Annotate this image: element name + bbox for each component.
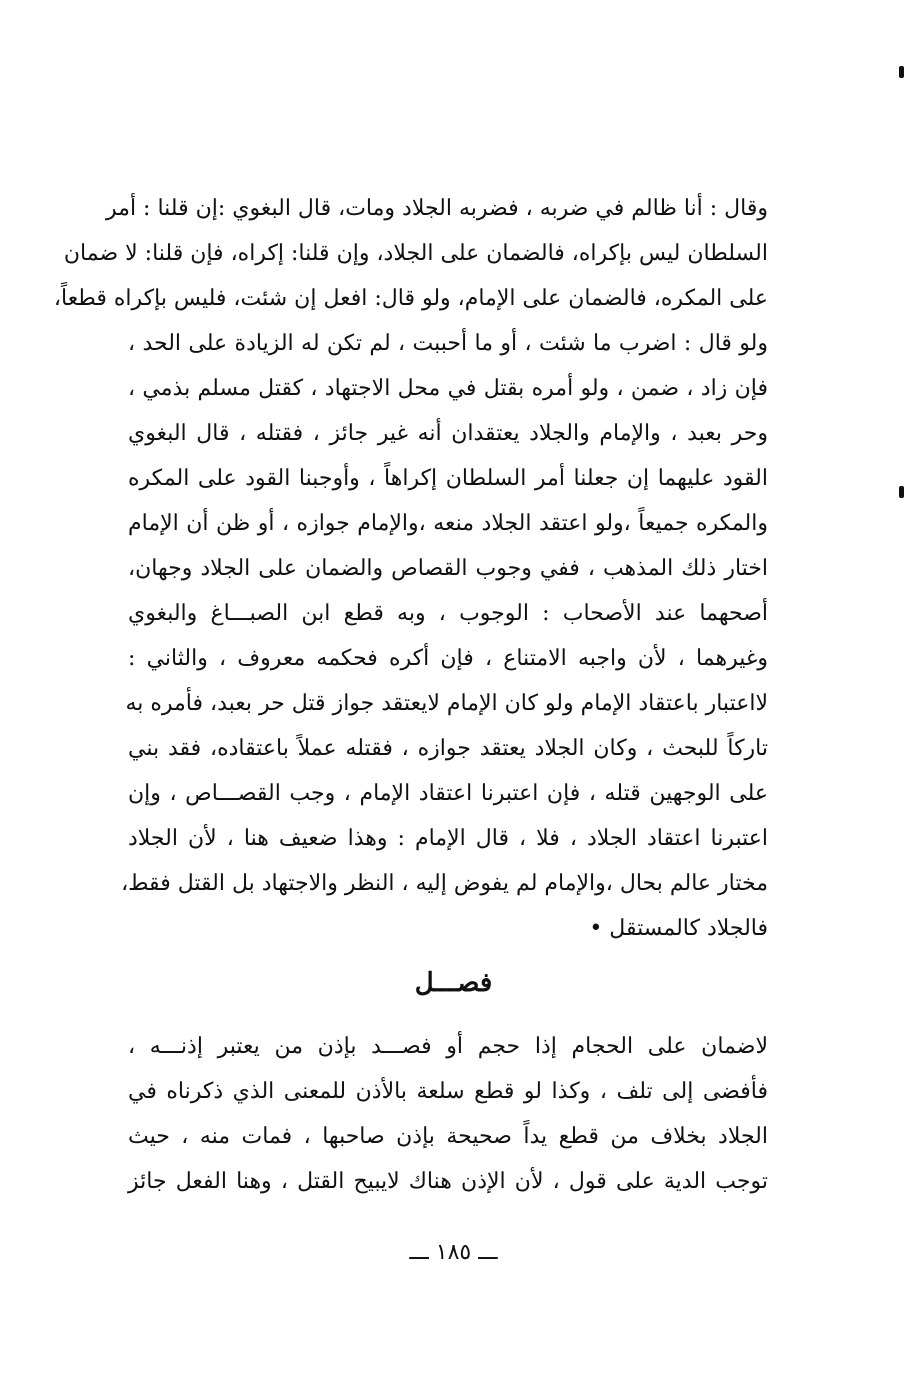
text-line: فأفضى إلى تلف ، وكذا لو قطع سلعة بالأذن للمعنى الذي ذكرناه في (128, 1079, 768, 1104)
text-line: القود عليهما إن جعلنا أمر السلطان إكراهاً ، وأوجبنا القود على المكره (128, 466, 768, 491)
text-line: لاضمان على الحجام إذا حجم أو فصـــد بإذن من يعتبر إذنـــه ، (128, 1034, 768, 1059)
text-line: وحر بعبد ، والإمام والجلاد يعتقدان أنه غير جائز ، فقتله ، قال البغوي (128, 421, 768, 446)
text-line: تاركاً للبحث ، وكان الجلاد يعتقد جوازه ، فقتله عملاً باعتقاده، فقد بني (128, 736, 768, 761)
scan-edge-mark (899, 486, 904, 498)
page-number: ـــ ١٨٥ ـــ (409, 1240, 498, 1265)
text-line: فالجلاد كالمستقل • (589, 916, 768, 941)
text-line: على الوجهين قتله ، فإن اعتبرنا اعتقاد الإمام ، وجب القصـــاص ، وإن (128, 781, 768, 806)
text-line: أصحهما عند الأصحاب : الوجوب ، وبه قطع ابن الصبـــاغ والبغوي (128, 601, 768, 626)
main-paragraph (53, 186, 768, 951)
section-paragraph (128, 1024, 768, 1204)
text-line: السلطان ليس بإكراه، فالضمان على الجلاد، وإن قلنا: إكراه، فإن قلنا: لا ضمان (63, 241, 768, 266)
text-line: مختار عالم بحال ،والإمام لم يفوض إليه ، النظر والاجتهاد بل القتل فقط، (121, 871, 768, 896)
text-line: فإن زاد ، ضمن ، ولو أمره بقتل في محل الاجتهاد ، كقتل مسلم بذمي ، (128, 376, 768, 401)
text-line: والمكره جميعاً ،ولو اعتقد الجلاد منعه ،والإمام جوازه ، أو ظن أن الإمام (128, 511, 768, 536)
text-line: على المكره، فالضمان على الإمام، ولو قال: افعل إن شئت، فليس بإكراه قطعاً، (53, 286, 768, 311)
text-line: توجب الدية على قول ، لأن الإذن هناك لايبيح القتل ، وهنا الفعل جائز (128, 1169, 768, 1194)
text-line: اختار ذلك المذهب ، ففي وجوب القصاص والضمان على الجلاد وجهان، (128, 556, 768, 581)
scan-edge-mark (899, 66, 904, 78)
section-heading: فصـــل (414, 968, 493, 998)
text-line: لااعتبار باعتقاد الإمام ولو كان الإمام لايعتقد جواز قتل حر بعبد، فأمره به (125, 691, 768, 716)
text-line: وقال : أنا ظالم في ضربه ، فضربه الجلاد ومات، قال البغوي :إن قلنا : أمر (106, 196, 768, 221)
text-line: اعتبرنا اعتقاد الجلاد ، فلا ، قال الإمام : وهذا ضعيف هنا ، لأن الجلاد (128, 826, 768, 851)
text-line: الجلاد بخلاف من قطع يداً صحيحة بإذن صاحبها ، فمات منه ، حيث (128, 1124, 768, 1149)
text-line: ولو قال : اضرب ما شئت ، أو ما أحببت ، لم تكن له الزيادة على الحد ، (128, 331, 768, 356)
text-line: وغيرهما ، لأن واجبه الامتناع ، فإن أكره فحكمه معروف ، والثاني : (128, 646, 768, 671)
